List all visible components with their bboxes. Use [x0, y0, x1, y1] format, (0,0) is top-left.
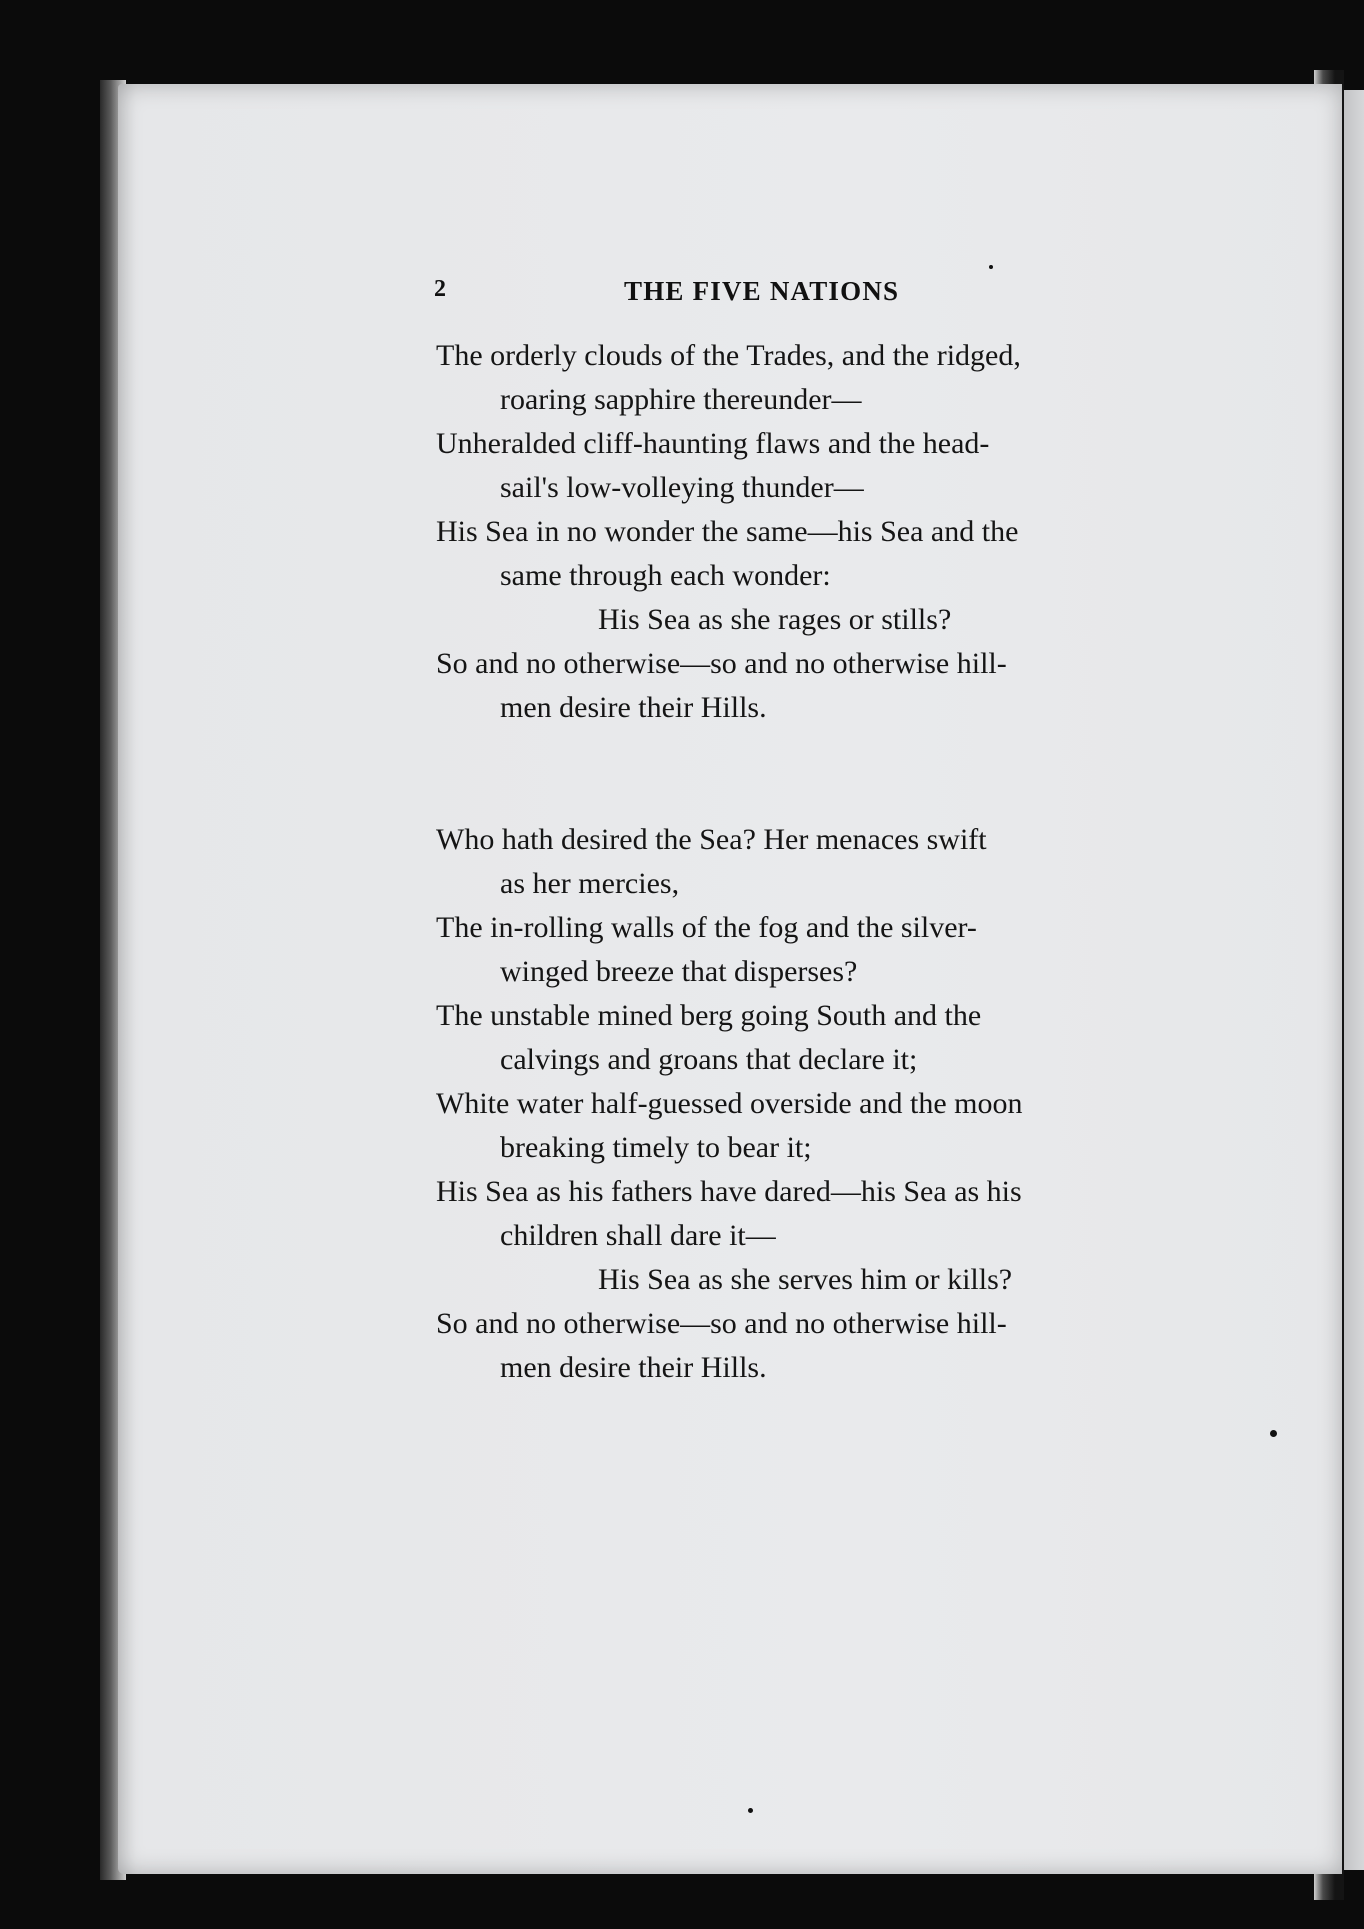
- poem-line: His Sea as she serves him or kills?: [598, 1263, 1013, 1296]
- ink-speck: [989, 265, 993, 269]
- running-head: THE FIVE NATIONS: [624, 276, 900, 306]
- poem-line: men desire their Hills.: [500, 1351, 767, 1384]
- poem-line: The in-rolling walls of the fog and the silver-: [436, 911, 977, 944]
- poem-line: White water half-guessed overside and the moon: [436, 1087, 1023, 1120]
- poem-line: His Sea in no wonder the same—his Sea and the: [436, 515, 1019, 548]
- stanza: [436, 334, 1136, 730]
- poem-line: Who hath desired the Sea? Her menaces swift: [436, 823, 987, 856]
- poem-line: men desire their Hills.: [500, 691, 767, 724]
- poem-line: winged breeze that disperses?: [500, 955, 858, 988]
- poem-line: So and no otherwise—so and no otherwise hill-: [436, 1307, 1007, 1340]
- poem-line: calvings and groans that declare it;: [500, 1043, 918, 1076]
- poem-line: breaking timely to bear it;: [500, 1131, 812, 1164]
- ink-speck: [748, 1808, 753, 1813]
- stanza: [436, 818, 1136, 1390]
- poem-line: So and no otherwise—so and no otherwise hill-: [436, 647, 1007, 680]
- poem-line: His Sea as his fathers have dared—his Sea as his: [436, 1175, 1022, 1208]
- poem-line: sail's low-volleying thunder—: [500, 471, 864, 504]
- poem-text: [436, 334, 1136, 1390]
- poem-line: The orderly clouds of the Trades, and the ridged,: [436, 339, 1021, 372]
- page-header: [434, 276, 954, 316]
- poem-line: same through each wonder:: [500, 559, 831, 592]
- poem-line: His Sea as she rages or stills?: [598, 603, 952, 636]
- poem-line: Unheralded cliff-haunting flaws and the head-: [436, 427, 990, 460]
- poem-line: The unstable mined berg going South and the: [436, 999, 982, 1032]
- poem-line: children shall dare it—: [500, 1219, 776, 1252]
- poem-line: as her mercies,: [500, 867, 680, 900]
- ink-speck: [1270, 1430, 1277, 1437]
- page-number: 2: [434, 276, 446, 302]
- poem-line: roaring sapphire thereunder—: [500, 383, 862, 416]
